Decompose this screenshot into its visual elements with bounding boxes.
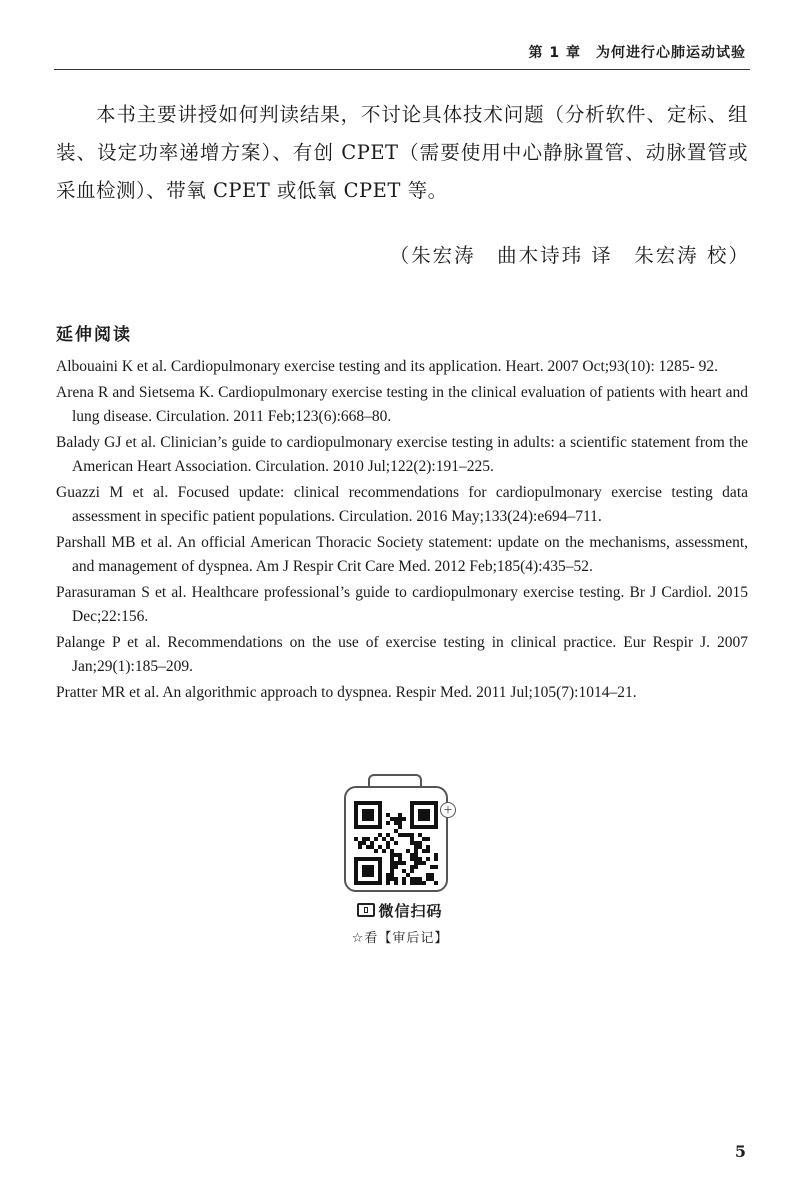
reference-item: Arena R and Sietsema K. Cardiopulmonary exercise testing in the clinical evaluation of patients with heart and lung disease. Circulation. 2011 Feb;123(6):668–80. xyxy=(56,383,748,425)
reference-item: Pratter MR et al. An algorithmic approach to dyspnea. Respir Med. 2011 Jul;105(7):1014–21. xyxy=(56,683,637,701)
header-rule xyxy=(54,69,750,70)
reference-item: Parasuraman S et al. Healthcare professional’s guide to cardiopulmonary exercise testing. Br J Cardiol. 2015 Dec;22:156. xyxy=(56,583,748,625)
running-header: 第 1 章 为何进行心肺运动试验 xyxy=(528,45,746,61)
reference-item: Guazzi M et al. Focused update: clinical recommendations for cardiopulmonary exercise testing data assessment in specific patient populations. Circulation. 2016 May;133(24):e694–711. xyxy=(56,483,748,525)
scan-label xyxy=(340,900,460,921)
reference-item: Albouaini K et al. Cardiopulmonary exercise testing and its application. Heart. 2007 Oct;93(10): 1285- 92. xyxy=(56,358,719,375)
further-reading-heading: 延伸阅读 xyxy=(56,325,132,345)
wechat-scan-icon xyxy=(357,903,375,917)
scan-label-text: 微信扫码 xyxy=(378,902,443,920)
qr-block xyxy=(340,774,460,946)
reference-item: Parshall MB et al. An official American Thoracic Society statement: update on the mechanisms, assessment, and management of dyspnea. Am J Respir Crit Care Med. 2012 Feb;185(4):435–52. xyxy=(56,533,748,575)
page-number: 5 xyxy=(734,1142,746,1161)
qr-caption: ☆看【审后记】 xyxy=(351,931,449,946)
qr-code[interactable] xyxy=(354,801,438,885)
plus-circle-icon: + xyxy=(440,802,456,818)
reference-list xyxy=(56,355,748,706)
body-paragraph: 本书主要讲授如何判读结果，不讨论具体技术问题（分析软件、定标、组装、设定功率递增方案）、有创 CPET（需要使用中心静脉置管、动脉置管或采血检测）、带氧 CPET 或低氧 CPET 等。 xyxy=(56,103,748,202)
translator-attribution: （朱宏涛 曲木诗玮 译 朱宏涛 校） xyxy=(389,244,750,267)
reference-item: Palange P et al. Recommendations on the use of exercise testing in clinical practice. Eur Respir J. 2007 Jan;29(1):185–209. xyxy=(56,633,748,675)
qr-case xyxy=(340,774,452,892)
reference-item: Balady GJ et al. Clinician’s guide to cardiopulmonary exercise testing in adults: a scientific statement from the American Heart Association. Circulation. 2010 Jul;122(2):191–225. xyxy=(56,433,748,475)
